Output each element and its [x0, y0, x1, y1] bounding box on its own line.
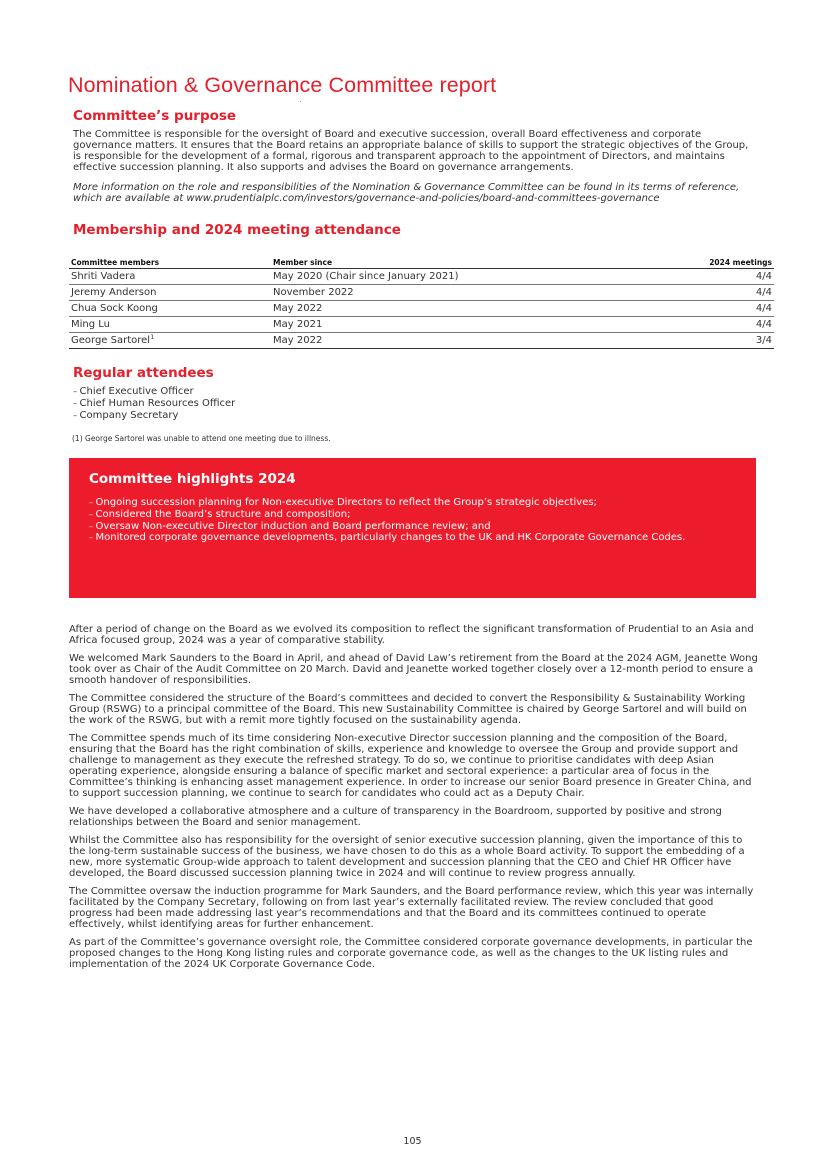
member-meetings: 4/4: [643, 285, 774, 301]
list-item: – Monitored corporate governance developments, particularly changes to the UK and HK Corporate Governance Codes.: [89, 532, 685, 544]
col-header-meetings: 2024 meetings: [643, 256, 774, 269]
purpose-heading: Committee’s purpose: [73, 108, 237, 124]
purpose-more-info: More information on the role and responsibilities of the Nomination & Governance Committee can be found in its terms of reference, which are available at www.prudentialplc.com/investors/governance-and-policies/board-and-committees-governance: [73, 182, 740, 204]
highlights-box: [69, 458, 756, 598]
list-item: – Considered the Board’s structure and composition;: [89, 509, 685, 521]
body-paragraph: The Committee spends much of its time considering Non-executive Director succession planning and the composition of the Board, ensuring that the Board has the right combination of skills, experience and knowledge to oversee the Group and provide support and challenge to management as they execute the refreshed strategy. To do so, we continue to prioritise candidates with deep Asian operating experience, alongside ensuring a balance of specific market and sectoral experience: a particular area of focus in the Committee’s thinking is enhancing asset management experience. In order to increase our senior Board presence in Greater China, and to support succession planning, we continue to search for candidates who could act as a Deputy Chair.: [69, 733, 752, 799]
body-paragraph: After a period of change on the Board as we evolved its composition to reflect the significant transformation of Prudential to an Asia and Africa focused group, 2024 was a year of comparative stability.: [69, 624, 754, 646]
member-since: May 2022: [271, 333, 643, 349]
membership-heading: Membership and 2024 meeting attendance: [73, 222, 401, 238]
footnote: (1) George Sartorel was unable to attend one meeting due to illness.: [72, 434, 331, 443]
col-header-since: Member since: [271, 256, 643, 269]
list-item: – Company Secretary: [73, 410, 235, 422]
body-paragraph: The Committee considered the structure of the Board’s committees and decided to convert the Responsibility & Sustainability Working Group (RSWG) to a principal committee of the Board. This new Sustainability Committee is chaired by George Sartorel and will build on the work of the RSWG, but with a remit more tightly focused on the sustainability agenda.: [69, 693, 747, 726]
member-since: May 2021: [271, 317, 643, 333]
table-row: [69, 333, 774, 349]
table-row: [69, 269, 774, 285]
table-row: [69, 301, 774, 317]
attendees-list: [73, 386, 235, 422]
member-name: Ming Lu: [69, 317, 271, 333]
member-meetings: 4/4: [643, 317, 774, 333]
member-since: November 2022: [271, 285, 643, 301]
highlights-list: [89, 497, 685, 544]
body-text: [69, 624, 759, 977]
list-item: – Ongoing succession planning for Non-executive Directors to reflect the Group’s strategic objectives;: [89, 497, 685, 509]
list-item: – Chief Human Resources Officer: [73, 398, 235, 410]
list-item: – Oversaw Non-executive Director induction and Board performance review; and: [89, 521, 685, 533]
purpose-text: The Committee is responsible for the oversight of Board and executive succession, overall Board effectiveness and corporate governance matters. It ensures that the Board retains an appropriate balance of skills to support the strategic objectives of the Group, is responsible for the development of a formal, rigorous and transparent approach to the appointment of Directors, and maintains effective succession planning. It also supports and advises the Board on governance arrangements.: [73, 129, 749, 173]
body-paragraph: The Committee oversaw the induction programme for Mark Saunders, and the Board performance review, which this year was internally facilitated by the Company Secretary, following on from last year’s externally facilitated review. The review concluded that good progress had been made addressing last year’s recommendations and that the Board and its committees continued to operate effectively, whilst identifying areas for further enhancement.: [69, 886, 754, 930]
member-name: Chua Sock Koong: [69, 301, 271, 317]
page-number: 105: [403, 1136, 422, 1147]
member-name: Shriti Vadera: [69, 269, 271, 285]
decorative-dot: [300, 101, 301, 102]
list-item: – Chief Executive Officer: [73, 386, 235, 398]
table-row: [69, 317, 774, 333]
member-name: Jeremy Anderson: [69, 285, 271, 301]
member-since: May 2022: [271, 301, 643, 317]
purpose-section: [73, 129, 759, 204]
table-row: [69, 285, 774, 301]
body-paragraph: As part of the Committee’s governance oversight role, the Committee considered corporate governance developments, in particular the proposed changes to the Hong Kong listing rules and corporate governance code, as well as the changes to the UK listing rules and implementation of the 2024 UK Corporate Governance Code.: [69, 937, 753, 970]
attendees-heading: Regular attendees: [73, 365, 214, 381]
footnote-marker: 1: [150, 333, 155, 341]
body-paragraph: Whilst the Committee also has responsibility for the oversight of senior executive succession planning, given the importance of this to the long-term sustainable success of the business, we have chosen to do this as a whole Board activity. To support the embedding of a new, more systematic Group-wide approach to talent development and succession planning that the CEO and Chief HR Officer have developed, the Board discussed succession planning twice in 2024 and will continue to review progress annually.: [69, 835, 745, 879]
body-paragraph: We have developed a collaborative atmosphere and a culture of transparency in the Boardroom, supported by positive and strong relationships between the Board and senior management.: [69, 806, 722, 828]
member-name: George Sartorel$^1$: [69, 333, 271, 349]
page-title: Nomination & Governance Committee report: [68, 73, 497, 97]
highlights-heading: Committee highlights 2024: [89, 471, 296, 487]
member-since: May 2020 (Chair since January 2021): [271, 269, 643, 285]
member-meetings: 4/4: [643, 301, 774, 317]
table-header-row: [69, 256, 774, 269]
member-meetings: 4/4: [643, 269, 774, 285]
body-paragraph: We welcomed Mark Saunders to the Board in April, and ahead of David Law’s retirement from the Board at the 2024 AGM, Jeanette Wong took over as Chair of the Audit Committee on 20 March. David and Jeanette worked together closely over a 12-month period to ensure a smooth handover of responsibilities.: [69, 653, 758, 686]
member-meetings: 3/4: [643, 333, 774, 349]
col-header-members: Committee members: [69, 256, 271, 269]
membership-table: [69, 256, 774, 349]
